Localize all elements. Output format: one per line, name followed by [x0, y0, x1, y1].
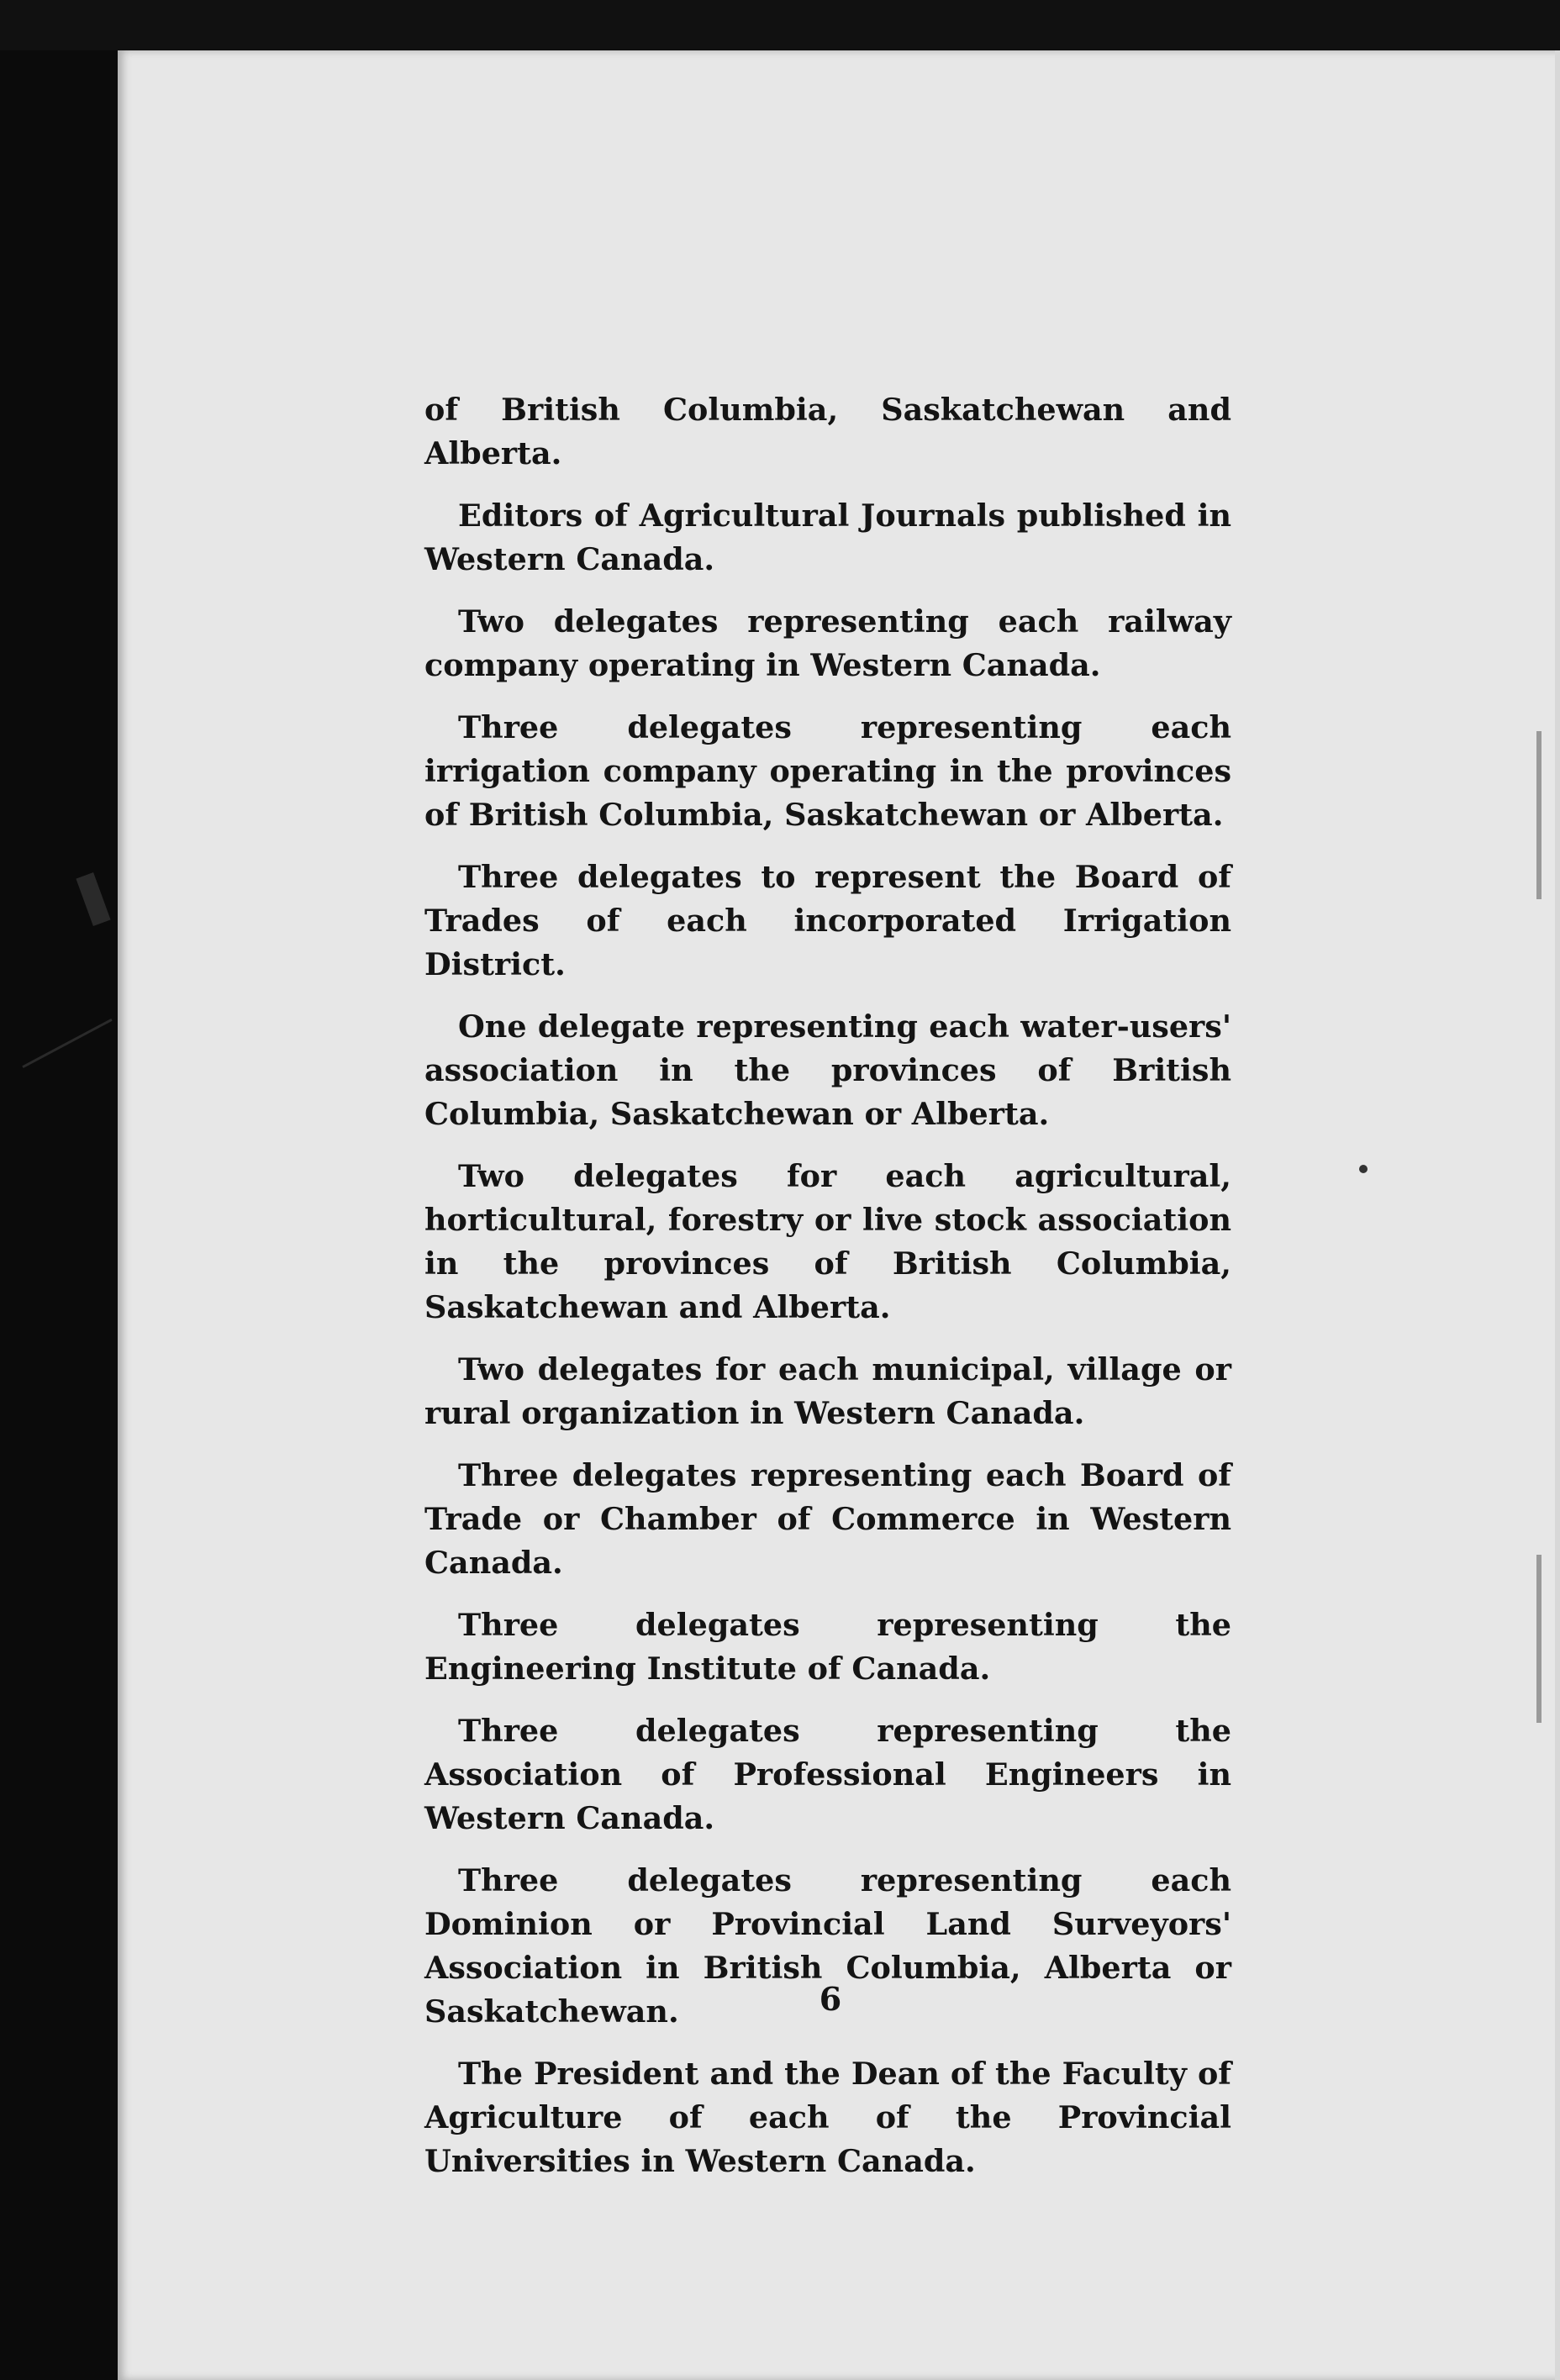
scan-artifact	[22, 1019, 112, 1068]
scan-artifact	[1536, 731, 1542, 899]
paragraph: Three delegates representing each Board of Trade or Chamber of Commerce in Western Canada.	[424, 1457, 1231, 1581]
paragraph: The President and the Dean of the Faculty of Agriculture of each of the Provincial Universities in Western Canada.	[424, 2056, 1231, 2179]
page-number: 6	[819, 1980, 842, 2018]
paragraph: Three delegates representing each irrigation company operating in the provinces of British Columbia, Saskatchewan or Alberta.	[424, 709, 1231, 833]
paragraph: Editors of Agricultural Journals published in Western Canada.	[424, 498, 1231, 577]
paragraph: One delegate representing each water-users' association in the provinces of British Columbia, Saskatchewan or Alberta.	[424, 1008, 1231, 1132]
page-right-edge	[1555, 50, 1560, 2380]
scan-top-border	[0, 0, 1560, 50]
paragraph: Three delegates to represent the Board of Trades of each incorporated Irrigation District.	[424, 859, 1231, 982]
paragraph: Two delegates for each municipal, village or rural organization in Western Canada.	[424, 1351, 1231, 1431]
document-body	[424, 388, 1231, 2202]
paragraph: Two delegates representing each railway company operating in Western Canada.	[424, 603, 1231, 683]
paragraph: Two delegates for each agricultural, horticultural, forestry or live stock association in the provinces of British Columbia, Saskatchewan and Alberta.	[424, 1158, 1231, 1325]
scan-artifact	[76, 872, 110, 926]
paragraph: Three delegates representing each Dominion or Provincial Land Surveyors' Association in British Columbia, Alberta or Saskatchewan.	[424, 1862, 1231, 2030]
paragraph: Three delegates representing the Engineering Institute of Canada.	[424, 1607, 1231, 1687]
paragraph: of British Columbia, Saskatchewan and Alberta.	[424, 392, 1231, 471]
scan-speck	[1359, 1165, 1368, 1173]
scan-artifact	[1536, 1555, 1542, 1723]
paragraph: Three delegates representing the Association of Professional Engineers in Western Canada.	[424, 1713, 1231, 1836]
